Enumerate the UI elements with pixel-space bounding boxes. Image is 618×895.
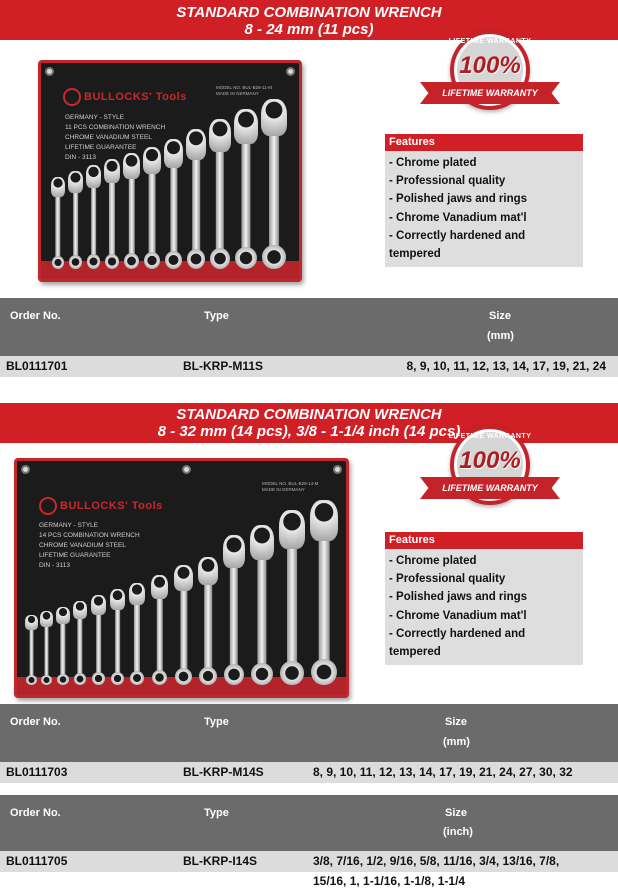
section2-spec-table-mm [0,704,618,783]
badge-percent: 100% [459,447,521,474]
table-header [0,298,618,356]
wrench [164,139,183,269]
wrench [110,589,125,685]
wrench [143,147,161,269]
section2-title: STANDARD COMBINATION WRENCH [176,406,442,423]
badge-ribbon-text: LIFETIME WARRANTY [442,88,538,98]
feature-item: - Chrome plated [389,157,477,169]
col-size: Size [445,716,468,728]
badge-arc-text: LIFETIME WARRANTY [448,38,532,45]
feature-item: - Professional quality [389,175,506,188]
type-code: BL-KRP-M11S [183,359,264,373]
wrench [234,109,258,269]
feature-item: - Polished jaws and rings [389,193,528,206]
badge-percent: 100% [459,52,521,79]
col-type: Type [204,807,229,819]
table-row [0,356,618,377]
size-list-line2: 15/16, 1, 1-1/16, 1-1/8, 1-1/4 [313,874,466,888]
feature-item: - Chrome plated [389,555,477,567]
wrench [279,510,305,685]
wrench [223,535,245,685]
type-code: BL-KRP-I14S [183,854,258,868]
grommet [45,67,54,76]
col-type: Type [204,310,229,322]
order-number: BL0111701 [6,359,68,373]
wrench [151,575,168,685]
feature-item: - Chrome Vanadium mat'l [389,609,527,622]
logo-icon [63,88,81,106]
wrench [73,601,87,685]
feature-item: - Chrome Vanadium mat'l [389,211,527,224]
order-number: BL0111703 [6,765,68,779]
badge-ribbon-text: LIFETIME WARRANTY [442,483,538,493]
features-heading: Features [385,532,583,549]
tool-roll-pouch [38,60,302,282]
brand-logo: BULLOCKS' Tools [39,497,163,515]
grommet [286,67,295,76]
pouch-spec-text: GERMANY - STYLE 11 PCS COMBINATION WRENCH CHROME VANADIUM STEEL LIFETIME GUARANTEE DIN - 3113 [65,114,166,161]
section1-title: STANDARD COMBINATION WRENCH [176,4,442,21]
feature-item: - Polished jaws and rings [389,591,528,604]
logo-icon [39,497,57,515]
wrench [68,171,83,269]
wrench [174,565,193,685]
col-unit: (mm) [487,330,514,342]
size-list-line1: 3/8, 7/16, 1/2, 9/16, 5/8, 11/16, 3/4, 13/16, 7/8, [313,854,560,868]
tool-roll-pouch [14,458,349,698]
brand-logo: BULLOCKS' Tools [63,88,187,106]
size-list: 8, 9, 10, 11, 12, 13, 14, 17, 19, 21, 24 [406,359,606,373]
section2-features-box [385,532,583,665]
wrench [40,611,53,685]
section1-warranty-badge [420,30,560,130]
wrench [310,500,338,685]
grommet [182,465,191,474]
col-size: Size [489,310,512,322]
table-header [0,704,618,762]
table-row-continuation [0,872,618,892]
section1-product-image [38,60,302,282]
wrench [91,595,106,685]
wrench [123,153,140,269]
table-row [0,762,618,783]
badge-arc-text: LIFETIME WARRANTY [448,433,532,440]
feature-item: - Professional quality [389,573,506,586]
col-order-no: Order No. [10,310,61,322]
col-type: Type [204,716,229,728]
type-code: BL-KRP-M14S [183,765,264,779]
pouch-spec-text: GERMANY - STYLE 14 PCS COMBINATION WRENCH CHROME VANADIUM STEEL LIFETIME GUARANTEE DIN - 3113 [39,522,140,569]
order-number: BL0111705 [6,854,68,868]
section1-spec-table [0,298,618,377]
wrench [250,525,274,685]
size-list: 8, 9, 10, 11, 12, 13, 14, 17, 19, 21, 24, 27, 30, 32 [313,765,573,779]
features-list [385,151,583,267]
wrench [104,159,120,269]
wrench [186,129,206,269]
pouch-model-text: MODEL NO. BUL-B28-14-M MADE IN GERMANY [262,481,319,492]
grommet [21,465,30,474]
wrench [25,615,38,685]
features-list [385,549,583,665]
feature-item: - Correctly hardened and tempered [389,229,526,261]
table-row [0,851,618,872]
col-size: Size [445,807,468,819]
wrench [129,583,145,685]
wrench [56,607,70,685]
section1-subtitle: 8 - 24 mm (11 pcs) [244,21,374,38]
wrench [261,99,287,269]
col-unit: (mm) [443,736,470,748]
col-order-no: Order No. [10,807,61,819]
section2-warranty-badge [420,425,560,525]
section2-product-image [14,458,349,698]
table-header [0,795,618,851]
section2-subtitle: 8 - 32 mm (14 pcs), 3/8 - 1-1/4 inch (14 pcs) [157,423,461,440]
wrench [86,165,101,269]
pouch-model-text: MODEL NO. BUL-B28-11-M MADE IN GERMANY [216,85,273,96]
section1-features-box [385,134,583,267]
col-order-no: Order No. [10,716,61,728]
feature-item: - Correctly hardened and tempered [389,627,526,659]
col-unit: (inch) [443,826,473,838]
section2-spec-table-inch [0,795,618,892]
wrench [198,557,218,685]
grommet [333,465,342,474]
wrench [51,177,65,269]
features-heading: Features [385,134,583,151]
wrench [209,119,231,269]
